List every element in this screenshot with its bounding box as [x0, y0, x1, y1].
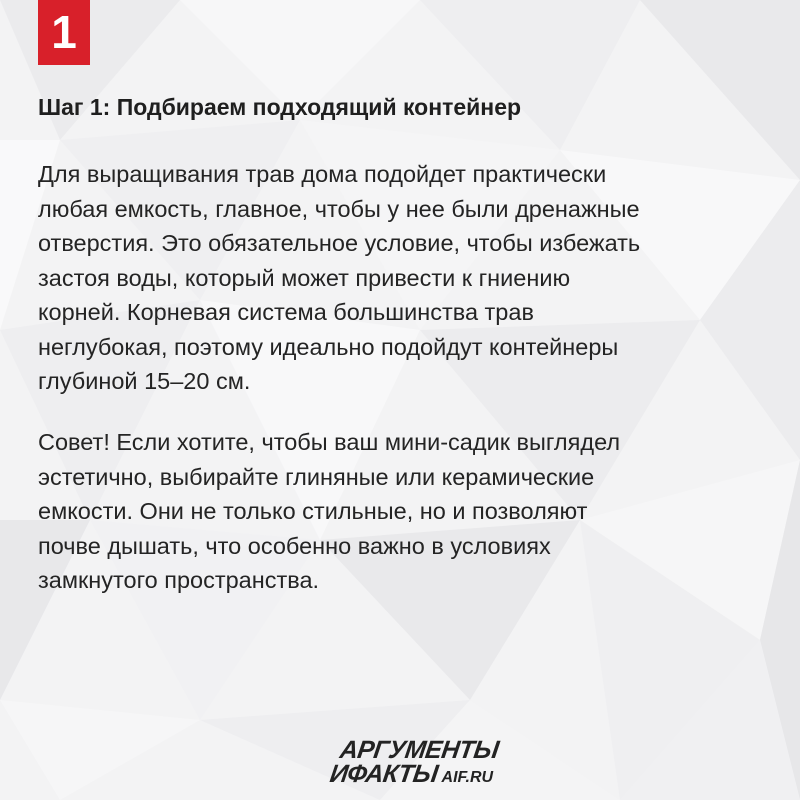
paragraph-line: отверстия. Это обязательное условие, чтобы избежать	[38, 230, 641, 256]
logo-word-ifakty: ИФАКТЫ	[328, 760, 440, 788]
logo-domain: AIF.RU	[441, 769, 494, 786]
paragraph-line: почве дышать, что особенно важно в условиях	[38, 532, 551, 559]
logo-second-line	[330, 762, 493, 787]
paragraph-line: Совет! Если хотите, чтобы ваш мини-садик выглядел	[38, 429, 621, 455]
aif-logo	[330, 738, 520, 788]
paragraph-line: любая емкость, главное, чтобы у нее были дренажные	[38, 195, 640, 222]
paragraph-line: корней. Корневая система большинства трав	[38, 299, 534, 325]
step-number: 1	[51, 6, 77, 58]
paragraph-line: эстетично, выбирайте глиняные или керамические	[38, 463, 595, 490]
paragraph-line: Для выращивания трав дома подойдет практически	[38, 161, 607, 187]
paragraph-line: неглубокая, поэтому идеально подойдут контейнеры	[38, 333, 619, 360]
step-heading: Шаг 1: Подбираем подходящий контейнер	[38, 94, 522, 120]
step-number-badge	[38, 0, 90, 65]
paragraph-container-requirements	[38, 157, 768, 399]
paragraph-line: застоя воды, который может привести к гниению	[38, 264, 571, 291]
logo-word-argumenty: АРГУМЕНТЫ	[338, 736, 501, 764]
paragraph-tip	[38, 425, 768, 598]
paragraph-line: глубиной 15–20 см.	[38, 368, 251, 394]
paragraph-line: замкнутого пространства.	[38, 567, 320, 593]
paragraph-line: емкости. Они не только стильные, но и позволяют	[38, 498, 588, 524]
